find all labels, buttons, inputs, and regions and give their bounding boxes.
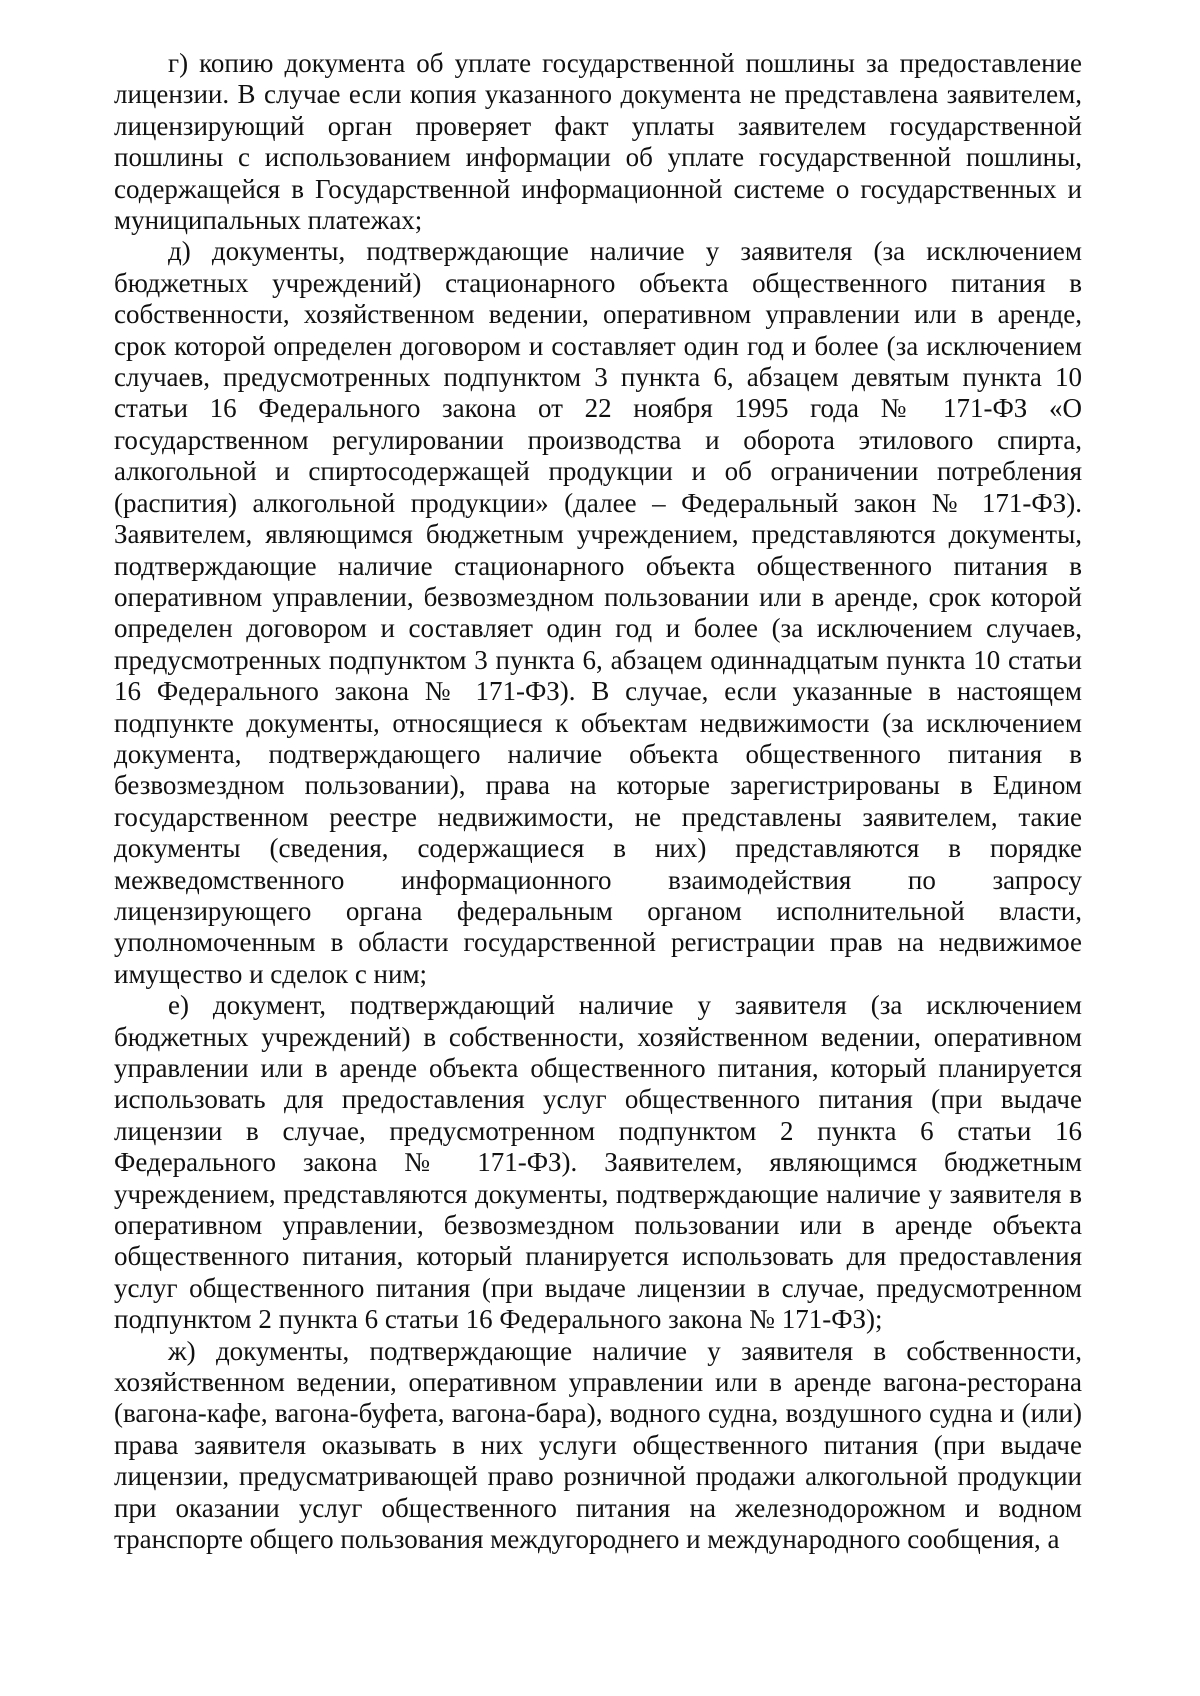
- paragraph-d: д) документы, подтверждающие наличие у заявителя (за исключением бюджетных учреждений) стационарного объекта общественного питания в собственности, хозяйственном ведении, оперативном управлении или в аренде, срок которой определен договором и составляет один год и более (за исключением случаев, предусмотренных подпунктом 3 пункта 6, абзацем девятым пункта 10 статьи 16 Федерального закона от 22 ноября 1995 года № 171-ФЗ «О государственном регулировании производства и оборота этилового спирта, алкогольной и спиртосодержащей продукции и об ограничении потребления (распития) алкогольной продукции» (далее – Федеральный закон № 171-ФЗ). Заявителем, являющимся бюджетным учреждением, представляются документы, подтверждающие наличие стационарного объекта общественного питания в оперативном управлении, безвозмездном пользовании или в аренде, срок которой определен договором и составляет один год и более (за исключением случаев, предусмотренных подпунктом 3 пункта 6, абзацем одиннадцатым пункта 10 статьи 16 Федерального закона № 171-ФЗ). В случае, если указанные в настоящем подпункте документы, относящиеся к объектам недвижимости (за исключением документа, подтверждающего наличие объекта общественного питания в безвозмездном пользовании), права на которые зарегистрированы в Едином государственном реестре недвижимости, не представлены заявителем, такие документы (сведения, содержащиеся в них) представляются в порядке межведомственного информационного взаимодействия по запросу лицензирующего органа федеральным органом исполнительной власти, уполномоченным в области государственной регистрации прав на недвижимое имущество и сделок с ним;: [114, 236, 1082, 989]
- document-page: [114, 48, 1082, 1556]
- paragraph-zh: ж) документы, подтверждающие наличие у заявителя в собственности, хозяйственном ведении, оперативном управлении или в аренде вагона-ресторана (вагона-кафе, вагона-буфета, вагона-бара), водного судна, воздушного судна и (или) права заявителя оказывать в них услуги общественного питания (при выдаче лицензии, предусматривающей право розничной продажи алкогольной продукции при оказании услуг общественного питания на железнодорожном и водном транспорте общего пользования междугороднего и международного сообщения, а: [114, 1335, 1082, 1555]
- paragraph-e: е) документ, подтверждающий наличие у заявителя (за исключением бюджетных учреждений) в собственности, хозяйственном ведении, оперативном управлении или в аренде объекта общественного питания, который планируется использовать для предоставления услуг общественного питания (при выдаче лицензии в случае, предусмотренном подпунктом 2 пункта 6 статьи 16 Федерального закона № 171-ФЗ). Заявителем, являющимся бюджетным учреждением, представляются документы, подтверждающие наличие у заявителя в оперативном управлении, безвозмездном пользовании или в аренде объекта общественного питания, который планируется использовать для предоставления услуг общественного питания (при выдаче лицензии в случае, предусмотренном подпунктом 2 пункта 6 статьи 16 Федерального закона № 171-ФЗ);: [114, 990, 1082, 1335]
- paragraph-g: г) копию документа об уплате государственной пошлины за предоставление лицензии. В случае если копия указанного документа не представлена заявителем, лицензирующий орган проверяет факт уплаты заявителем государственной пошлины с использованием информации об уплате государственной пошлины, содержащейся в Государственной информационной системе о государственных и муниципальных платежах;: [114, 48, 1082, 236]
